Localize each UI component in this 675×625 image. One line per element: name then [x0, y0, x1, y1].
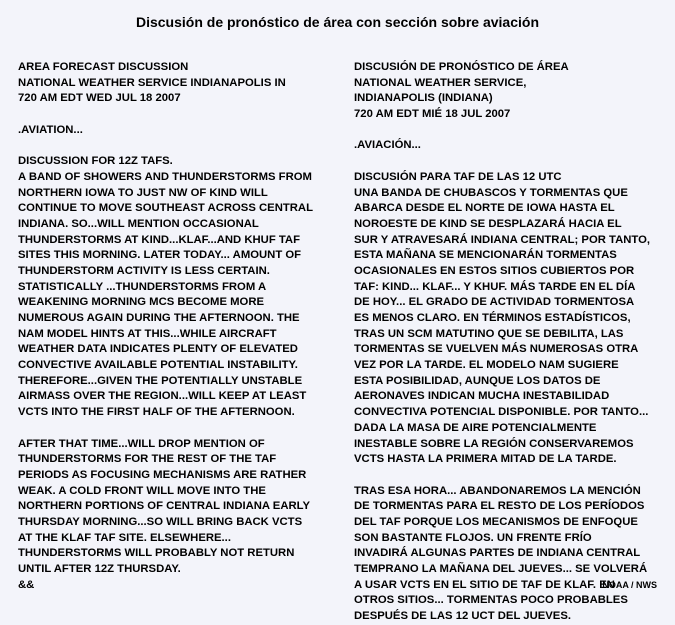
- text-line: 720 AM EDT WED JUL 18 2007: [18, 92, 181, 105]
- text-line: VCTS HASTA LA PRIMERA MITAD DE LA TARDE.: [354, 453, 617, 466]
- paragraph-gap: [18, 421, 338, 437]
- text-line: WEATHER DATA INDICATES PLENTY OF ELEVATED: [18, 343, 298, 356]
- text-line: NATIONAL WEATHER SERVICE INDIANAPOLIS IN: [18, 76, 286, 89]
- text-line: THURSDAY MORNING...SO WILL BRING BACK VCTS: [18, 515, 303, 528]
- text-line: ABARCA DESDE EL NORTE DE IOWA HASTA EL: [354, 202, 615, 215]
- text-line: THEREFORE...GIVEN THE POTENTIALLY UNSTABLE: [18, 374, 303, 387]
- text-line: OTROS SITIOS... TORMENTAS POCO PROBABLES: [354, 594, 628, 607]
- text-line: WEAK. A COLD FRONT WILL MOVE INTO THE: [18, 484, 266, 497]
- text-line: .AVIATION...: [18, 123, 83, 136]
- text-line: TRAS UN SCM MATUTINO QUE SE DEBILITA, LAS: [354, 327, 624, 340]
- text-line: DISCUSIÓN DE PRONÓSTICO DE ÁREA: [354, 61, 569, 73]
- text-line: UNA BANDA DE CHUBASCOS Y TORMENTAS QUE: [354, 186, 628, 199]
- paragraph-gap: [18, 138, 338, 154]
- text-line: TORMENTAS SE VUELVEN MÁS NUMEROSAS OTRA: [354, 343, 639, 356]
- text-line: SUR Y ATRAVESARÁ INDIANA CENTRAL; POR TANTO,: [354, 233, 651, 246]
- text-line: VEZ POR LA TARDE. EL MODELO NAM SUGIERE: [354, 359, 619, 372]
- text-line: DE TORMENTAS PARA EL RESTO DE LOS PERÍODOS: [354, 500, 645, 513]
- text-line: DEL TAF PORQUE LOS MECANISMOS DE ENFOQUE: [354, 515, 638, 528]
- english-column: [18, 60, 338, 593]
- footer-credit: NOAA / NWS: [602, 580, 657, 590]
- text-line: A BAND OF SHOWERS AND THUNDERSTORMS FROM: [18, 170, 312, 183]
- text-line: NAM MODEL HINTS AT THIS...WHILE AIRCRAFT: [18, 327, 277, 340]
- text-line: UNTIL AFTER 12Z THURSDAY.: [18, 563, 181, 575]
- text-line: THUNDERSTORMS FOR THE REST OF THE TAF: [18, 453, 277, 466]
- text-line: DESPUÉS DE LAS 12 UCT DEL JUEVES.: [354, 610, 572, 623]
- text-line: NATIONAL WEATHER SERVICE,: [354, 76, 527, 89]
- text-line: ES MENOS CLARO. EN TÉRMINOS ESTADÍSTICOS,: [354, 312, 631, 324]
- spanish-column: [354, 60, 672, 625]
- text-line: NOROESTE DE KIND SE DESPLAZARÁ HACIA EL: [354, 217, 622, 230]
- text-line: A USAR VCTS EN EL SITIO DE TAF DE KLAF. EN: [354, 578, 615, 591]
- text-line: CONVECTIVA POTENCIAL DISPONIBLE. POR TANTO...: [354, 406, 649, 419]
- text-line: VCTS INTO THE FIRST HALF OF THE AFTERNOON.: [18, 406, 295, 419]
- text-line: STATISTICALLY ...THUNDERSTORMS FROM A: [18, 280, 267, 293]
- text-line: CONVECTIVE AVAILABLE POTENTIAL INSTABILITY.: [18, 359, 298, 372]
- text-line: AERONAVES INDICAN MUCHA INESTABILIDAD: [354, 390, 610, 403]
- text-line: ESTA POSIBILIDAD, AUNQUE LOS DATOS DE: [354, 374, 601, 387]
- text-line: INDIANAPOLIS (INDIANA): [354, 92, 493, 105]
- text-line: DISCUSSION FOR 12Z TAFS.: [18, 155, 173, 168]
- text-line: TRAS ESA HORA... ABANDONAREMOS LA MENCIÓN: [354, 484, 641, 497]
- text-line: .AVIACIÓN...: [354, 139, 421, 152]
- text-line: INVADIRÁ ALGUNAS PARTES DE INDIANA CENTRAL: [354, 547, 641, 560]
- text-line: THUNDERSTORMS AT KIND...KLAF...AND KHUF TAF: [18, 233, 300, 246]
- text-line: DADA LA MASA DE AIRE POTENCIALMENTE: [354, 421, 597, 434]
- text-line: AT THE KLAF TAF SITE. ELSEWHERE...: [18, 531, 231, 544]
- text-line: NUMEROUS AGAIN DURING THE AFTERNOON. THE: [18, 312, 300, 324]
- text-line: AIRMASS OVER THE REGION...WILL KEEP AT LEAST: [18, 390, 307, 403]
- text-line: THUNDERSTORMS WILL PROBABLY NOT RETURN: [18, 547, 295, 560]
- paragraph-gap: [354, 154, 672, 170]
- text-line: WEAKENING MORNING MCS BECOME MORE: [18, 296, 265, 309]
- text-line: NORTHERN IOWA TO JUST NW OF KIND WILL: [18, 186, 268, 199]
- text-line: INESTABLE SOBRE LA REGIÓN CONSERVAREMOS: [354, 437, 634, 450]
- text-line: TEMPRANO LA MAÑANA DEL JUEVES... SE VOLVERÁ: [354, 563, 648, 575]
- text-line: THUNDERSTORM ACTIVITY IS LESS CERTAIN.: [18, 264, 270, 277]
- text-line: AFTER THAT TIME...WILL DROP MENTION OF: [18, 437, 265, 450]
- paragraph-gap: [354, 123, 672, 139]
- text-line: NORTHERN PORTIONS OF CENTRAL INDIANA EARLY: [18, 500, 311, 513]
- text-line: SON BASTANTE FLOJOS. UN FRENTE FRÍO: [354, 531, 592, 544]
- text-line: INDIANA. SO...WILL MENTION OCCASIONAL: [18, 217, 259, 230]
- paragraph-gap: [354, 468, 672, 484]
- text-line: ESTA MAÑANA SE MENCIONARÁN TORMENTAS: [354, 249, 617, 262]
- text-line: TAF: KIND... KLAF... Y KHUF. MÁS TARDE EN EL DÍA: [354, 280, 636, 293]
- text-line: 720 AM EDT MIÉ 18 JUL 2007: [354, 108, 511, 121]
- text-line: DE HOY... EL GRADO DE ACTIVIDAD TORMENTOSA: [354, 296, 635, 309]
- text-line: OCASIONALES EN ESTOS SITIOS CUBIERTOS POR: [354, 264, 635, 277]
- text-line: SITES THIS MORNING. LATER TODAY... AMOUNT OF: [18, 249, 302, 262]
- paragraph-gap: [18, 107, 338, 123]
- text-line: AREA FORECAST DISCUSSION: [18, 61, 189, 73]
- text-line: &&: [18, 578, 35, 591]
- page-title: Discusión de pronóstico de área con sección sobre aviación: [135, 14, 539, 30]
- text-line: DISCUSIÓN PARA TAF DE LAS 12 UTC: [354, 170, 562, 183]
- text-line: PERIODS AS FOCUSING MECHANISMS ARE RATHER: [18, 468, 307, 481]
- text-line: CONTINUE TO MOVE SOUTHEAST ACROSS CENTRAL: [18, 202, 313, 215]
